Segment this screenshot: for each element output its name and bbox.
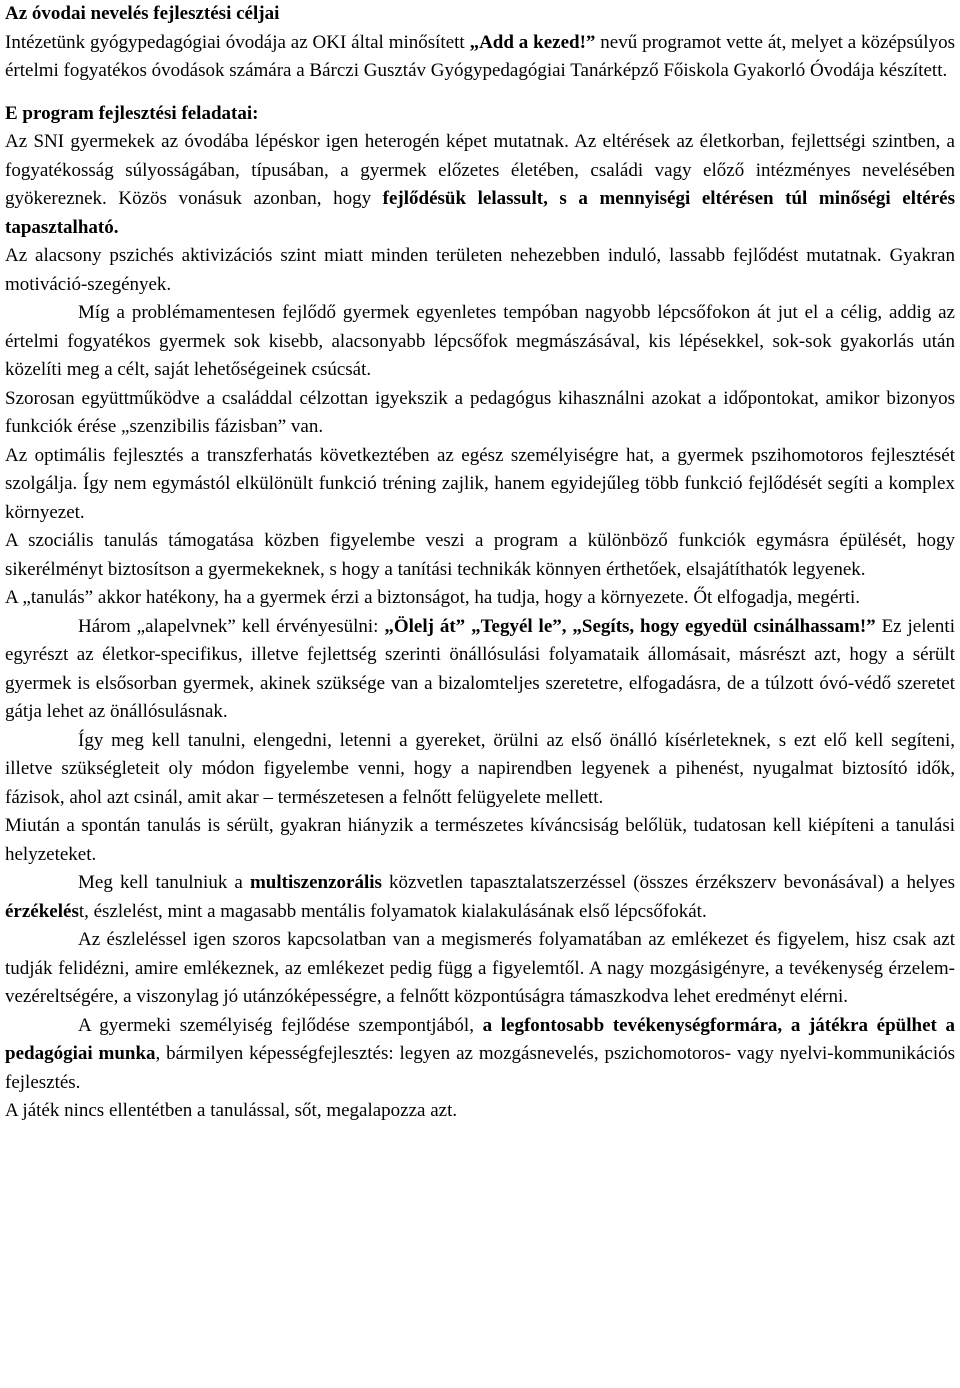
paragraph-activation: Az alacsony pszichés aktivizációs szint miatt minden területen nehezebben induló, lassabb fejlődést mutatnak. Gyakran motiváció-szegények. [5, 245, 955, 295]
text-run: Ez jelenti egyrészt az életkor-specifikus, illetve fejlettség szerinti önállósulási folyamataik állomásait, másrészt azt, hogy a sérült gyermek is elsősorban gyermek, akinek szüksége van a bizalomteljes szeretetre, elfogadásra, de a túlzott óvó-védő szeretet gátja lehet az önállósulásnak. [5, 615, 955, 722]
text-run: közvetlen tapasztalatszerzéssel (összes érzékszerv bevonásával) a helyes [381, 872, 955, 893]
paragraph-program-intro [5, 29, 955, 86]
paragraph-steps: Míg a problémamentesen fejlődő gyermek egyenletes tempóban nagyobb lépcsőfokon át jut el a célig, addig az értelmi fogyatékos gyermek sok kisebb, alacsonyabb lépcsőfok megmászásával, kis lépésekkel, sok-sok gyakorlás után közelíti meg a célt, saját lehetőségeinek csúcsát. [5, 302, 955, 380]
paragraph-family: Szorosan együttműködve a családdal célzottan igyekszik a pedagógus kihasználni azokat a időpontokat, amikor bizonyos funkciók érése „szenzibilis fázisban” van. [5, 387, 955, 437]
main-heading: Az óvodai nevelés fejlesztési céljai [5, 3, 280, 24]
paragraph-principles [5, 613, 955, 727]
program-name: „Add a kezed!” [469, 31, 596, 53]
paragraph-transfer: Az optimális fejlesztés a transzferhatás következtében az egész személyiségre hat, a gyermek pszihomotoros fejlesztését szolgálja. Így nem egymástól elkülönült funkció tréning zajlik, hanem egyidejűleg több funkció fejlődését segíti a komplex környezet. [5, 444, 955, 523]
paragraph-spontaneous-learning: Miután a spontán tanulás is sérült, gyakran hiányzik a természetes kíváncsiság belőlük, tudatosan kell kiépíteni a tanulási helyzeteket. [5, 815, 955, 865]
paragraph-multisensory [5, 869, 955, 926]
paragraph-perception: Az észleléssel igen szoros kapcsolatban van a megismerés folyamatában az emlékezet és figyelem, hisz csak azt tudják felidézni, amire emlékeznek, az emlékezet pedig függ a figyelemtől. A nagy mozgásigényre, a tevékenység érzelem-vezéreltségére, a viszonylag jó utánzóképességre, a felnőtt központúságra támaszkodva lehet eredményt elérni. [5, 929, 955, 1007]
paragraph-play-learning: A játék nincs ellentétben a tanulással, sőt, megalapozza azt. [5, 1100, 458, 1121]
principles-bold: „Ölelj át” „Tegyél le”, „Segíts, hogy egyedül csinálhassam!” [384, 615, 876, 637]
text-run: t, észlelést, mint a magasabb mentális folyamatok kialakulásának első lépcsőfokát. [78, 900, 707, 922]
bold-statement: a legfontosabb tevékenységformára, a játékra épülhet a pedagógiai munka [5, 1014, 955, 1064]
paragraph-social-learning: A szociális tanulás támogatása közben figyelembe veszi a program a különböző funkciók egymásra épülését, hogy sikerélményt biztosítson a gyermekeknek, s hogy a tanítási technikák könnyen érthetőek, elsajátíthatók legyenek. [5, 530, 955, 580]
text-run: Az SNI gyermekek az óvodába lépéskor igen heterogén képet mutatnak. Az eltérések az életkorban, fejlettségi szintben, a fogyatékosság súlyosságában, típusában, a gyermek előzetes életében, családi vagy előző intézményes nevelésében gyökereznek. Közös vonásuk azonban, hogy [5, 131, 955, 209]
paragraph-letting-go: Így meg kell tanulni, elengedni, letenni a gyereket, örülni az első önálló kísérleteknek, s ezt elő kell segíteni, illetve szükségleteit oly módon figyelembe venni, hogy a napirendben legyenek a pihenést, nyugalmat biztosító idők, fázisok, ahol azt csinál, amit akar – természetesen a felnőtt felügyelete mellett. [5, 729, 955, 808]
paragraph-play [5, 1012, 955, 1098]
section-heading-tasks: E program fejlesztési feladatai: [5, 102, 259, 124]
bold-statement: fejlődésük lelassult, s a mennyiségi eltérésen túl minőségi eltérés tapasztalható. [5, 188, 956, 238]
paragraph-learning-security: A „tanulás” akkor hatékony, ha a gyermek érzi a biztonságot, ha tudja, hogy a környezete. Őt elfogadja, megérti. [5, 587, 861, 608]
text-run: Három „alapelvnek” kell érvényesülni: [78, 615, 385, 637]
text-run: A gyermeki személyiség fejlődése szempontjából, [78, 1014, 483, 1036]
text-run: Meg kell tanulniuk a [78, 872, 250, 893]
text-run: , bármilyen képességfejlesztés: legyen az mozgásnevelés, pszichomotoros- vagy nyelvi-kommunikációs fejlesztés. [5, 1043, 956, 1093]
paragraph-sni-children [5, 128, 955, 242]
bold-term: multiszenzorális [249, 872, 382, 893]
text-run: Intézetünk gyógypedagógiai óvodája az OKI által minősített [5, 31, 470, 53]
text-run: nevű programot vette át, melyet a középsúlyos értelmi fogyatékos óvodások számára a Bárczi Gusztáv Gyógypedagógiai Tanárképző Főiskola Gyakorló Óvodája készített. [5, 31, 955, 81]
bold-term: érzékelés [5, 900, 79, 922]
